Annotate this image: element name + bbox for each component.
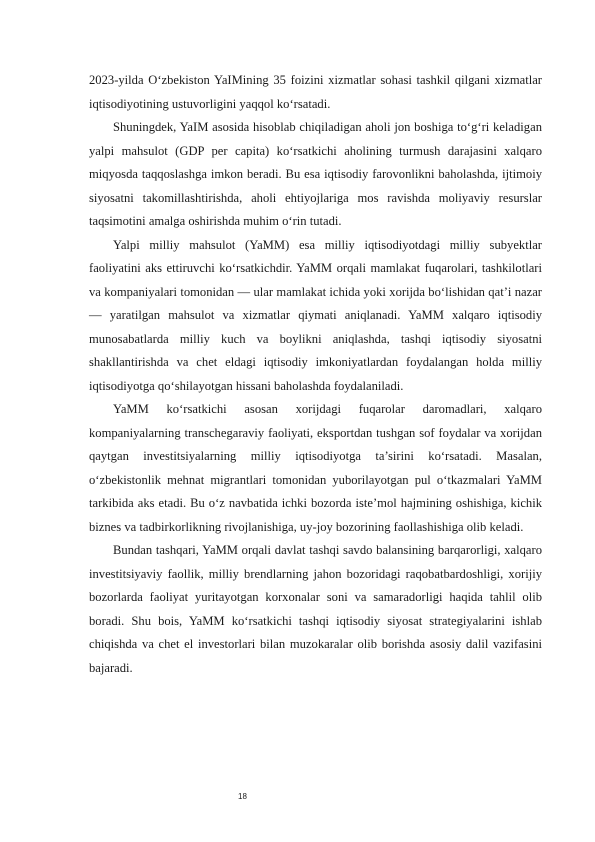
document-page — [89, 69, 542, 680]
paragraph-5: Bundan tashqari, YaMM orqali davlat tashqi savdo balansining barqarorligi, xalqaro investitsiyaviy faollik, milliy brendlarning jahon bozoridagi raqobatbardoshligi, xorijiy bozorlarda faoliyat yuritayotgan korxonalar soni va samaradorligi haqida tahlil olib boradi. Shu bois, YaMM ko‘rsatkichi tashqi iqtisodiy siyosat strategiyalarini ishlab chiqishda va chet el investorlari bilan muzokaralar olib borishda asosiy dalil vazifasini bajaradi. — [89, 543, 542, 675]
paragraph-1: 2023-yilda O‘zbekiston YaIMining 35 foizini xizmatlar sohasi tashkil qilgani xizmatlar iqtisodiyotining ustuvorligini yaqqol ko‘rsatadi. — [89, 73, 542, 111]
paragraph-4: YaMM ko‘rsatkichi asosan xorijdagi fuqarolar daromadlari, xalqaro kompaniyalarning transchegaraviy faoliyati, eksportdan tushgan sof foydalar va xorijdan qaytgan investitsiyalarning milliy iqtisodiyotga ta’sirini ko‘rsatadi. Masalan, o‘zbekistonlik mehnat migrantlari tomonidan yuborilayotgan pul o‘tkazmalari YaMM tarkibida aks etadi. Bu o‘z navbatida ichki bozorda iste’mol hajmining oshishiga, kichik biznes va tadbirkorlikning rivojlanishiga, uy-joy bozorining faollashishiga olib keladi. — [89, 402, 542, 534]
paragraph-3: Yalpi milliy mahsulot (YaMM) esa milliy iqtisodiyotdagi milliy subyektlar faoliyatini aks ettiruvchi ko‘rsatkichdir. YaMM orqali mamlakat fuqarolari, tashkilotlari va kompaniyalari tomonidan — ular mamlakat ichida yoki xorijda bo‘lishidan qat’i nazar — yaratilgan mahsulot va xizmatlar qiymati aniqlanadi. YaMM xalqaro iqtisodiy munosabatlarda milliy kuch va boylikni aniqlashda, tashqi iqtisodiy siyosatni shakllantirishda va chet eldagi iqtisodiy imkoniyatlardan foydalangan holda milliy iqtisodiyotga qo‘shilayotgan hissani baholashda foydalaniladi. — [89, 237, 542, 393]
paragraph-2: Shuningdek, YaIM asosida hisoblab chiqiladigan aholi jon boshiga to‘g‘ri keladigan yalpi mahsulot (GDP per capita) ko‘rsatkichi aholining turmush darajasini xalqaro miqyosda taqqoslashga imkon beradi. Bu esa iqtisodiy farovonlikni baholashda, ijtimoiy siyosatni takomillashtirishda, aholi ehtiyojlariga mos ravishda moliyaviy resurslar taqsimotini amalga oshirishda muhim o‘rin tutadi. — [89, 120, 542, 228]
page-number: 18 — [238, 792, 247, 801]
